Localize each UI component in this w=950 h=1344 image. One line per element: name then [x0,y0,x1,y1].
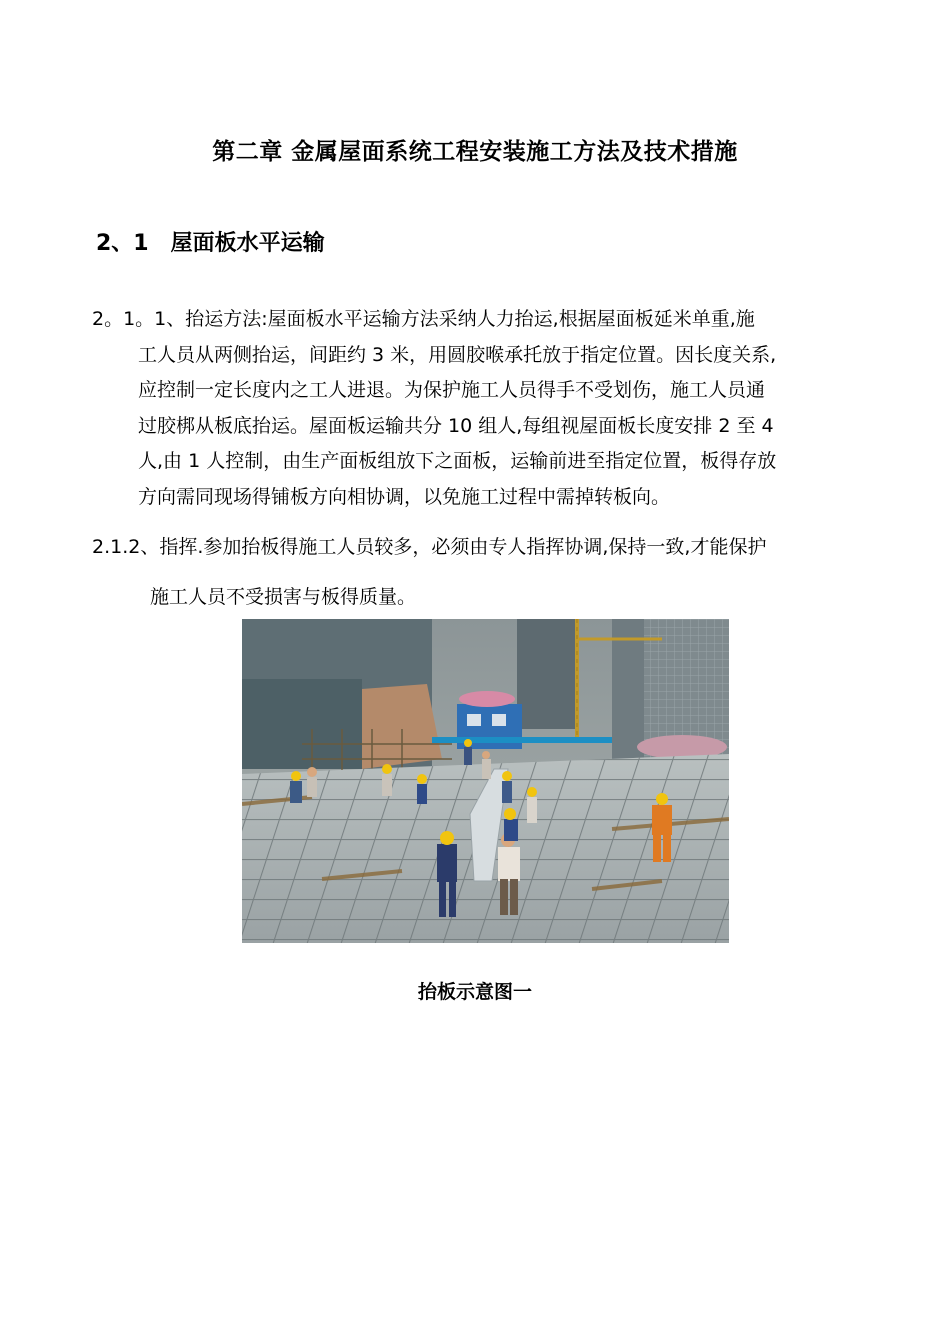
paragraph-line: 2。1。1、抬运方法:屋面板水平运输方法采纳人力抬运,根据屋面板延米单重,施 [92,308,755,330]
section-heading [96,226,325,257]
paragraph-line: 应控制一定长度内之工人进退。为保护施工人员得手不受划伤，施工人员通 [138,379,766,401]
paragraph-line: 方向需同现场得铺板方向相协调，以免施工过程中需掉转板向。 [138,485,671,508]
figure-caption: 抬板示意图一 [417,981,532,1003]
paragraph-lifting-method [92,302,887,515]
section-number: 2、1 [96,231,149,256]
paragraph-line: 过胶梆从板底抬运。屋面板运输共分 10 组人,每组视屋面板长度安排 2 至 4 [138,414,774,437]
section-title: 屋面板水平运输 [170,231,325,256]
paragraph-command-line-2: 施工人员不受损害与板得质量。 [150,586,417,608]
paragraph-line: 人,由 1 人控制，由生产面板组放下之面板，运输前进至指定位置，板得存放 [138,450,777,472]
paragraph-line: 工人员从两侧抬运，间距约 3 米，用圆胶喉承托放于指定位置。因长度关系, [138,343,777,366]
roof-panel-lifting-photo [242,619,729,943]
paragraph-command-line-1: 2.1.2、指挥.参加抬板得施工人员较多，必须由专人指挥协调,保持一致,才能保护 [92,536,767,558]
chapter-title: 第二章 金属屋面系统工程安装施工方法及技术措施 [212,139,738,165]
